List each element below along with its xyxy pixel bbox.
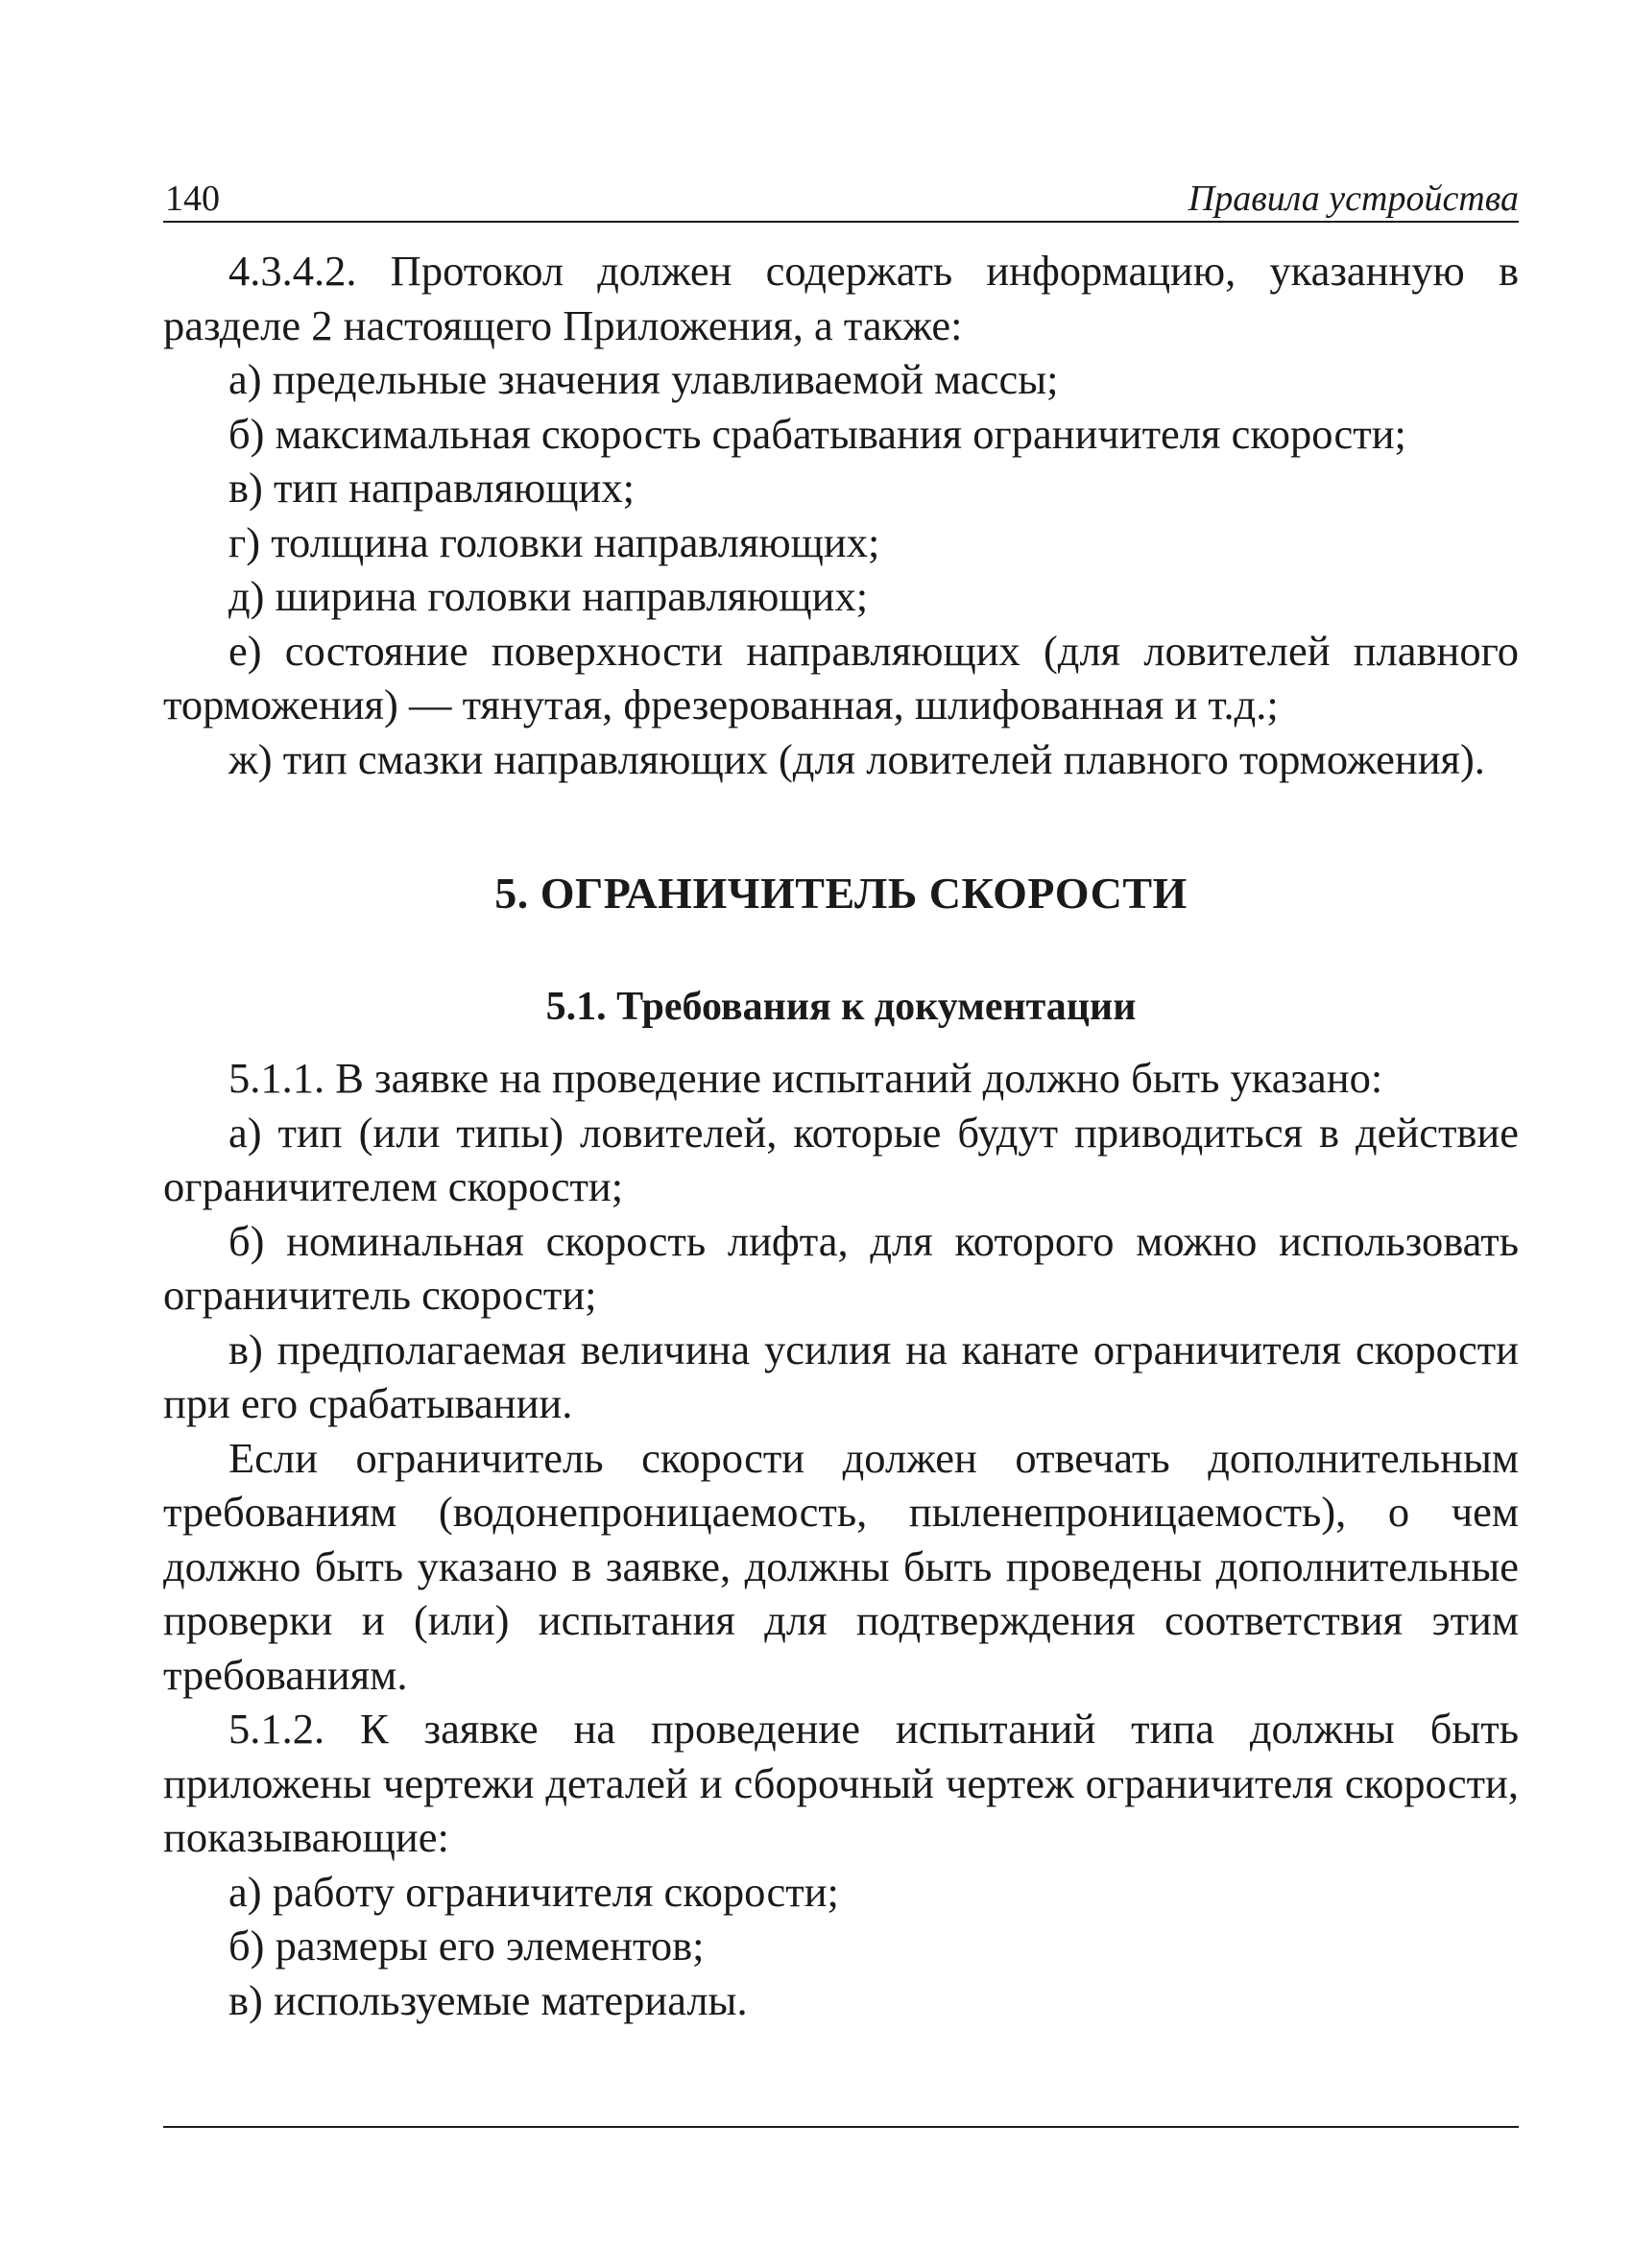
list-item: в) тип направляющих; xyxy=(228,464,635,512)
paragraph-4-3-4-2: 4.3.4.2. Протокол должен содержать информацию, указанную в разделе 2 настоящего Приложения, а также: xyxy=(163,247,1519,349)
paragraph-5-1-1: 5.1.1. В заявке на проведение испытаний должно быть указано: xyxy=(228,1054,1383,1102)
page-number: 140 xyxy=(165,179,220,219)
list-item: а) работу ограничителя скорости; xyxy=(228,1867,839,1916)
paragraph-additional-requirements: Если ограничитель скорости должен отвечать дополнительным требованиям (водонепроницаемость, пыленепроницаемость), о чем должно быть указано в заявке, должны быть проведены дополнительные проверки и (или) испытания для подтверждения соответствия этим требованиям. xyxy=(163,1433,1519,1699)
body-text xyxy=(163,244,1519,2027)
list-item: а) тип (или типы) ловителей, которые будут приводиться в действие ограничителем скорости; xyxy=(163,1108,1519,1210)
paragraph-5-1-2: 5.1.2. К заявке на проведение испытаний типа должны быть приложены чертежи деталей и сборочный чертеж ограничителя скорости, показывающие: xyxy=(163,1705,1519,1861)
subsection-title: 5.1. Требования к документации xyxy=(545,985,1137,1029)
list-item: г) толщина головки направляющих; xyxy=(228,517,880,566)
section-title: 5. ОГРАНИЧИТЕЛЬ СКОРОСТИ xyxy=(494,869,1188,918)
list-item: б) максимальная скорость срабатывания ограничителя скорости; xyxy=(228,409,1406,458)
list-item: е) состояние поверхности направляющих (для ловителей плавного торможения) — тянутая, фрезерованная, шлифованная и т.д.; xyxy=(163,626,1519,728)
list-item: д) ширина головки направляющих; xyxy=(228,572,869,620)
list-item: ж) тип смазки направляющих (для ловителей плавного торможения). xyxy=(228,734,1485,783)
list-item: б) номинальная скорость лифта, для которого можно использовать ограничитель скорости; xyxy=(163,1216,1519,1319)
page-header xyxy=(163,171,1519,223)
list-item: а) предельные значения улавливаемой массы; xyxy=(228,355,1059,403)
list-item: в) используемые материалы. xyxy=(228,1975,748,2024)
list-item: б) размеры его элементов; xyxy=(228,1922,705,1970)
footer-rule xyxy=(163,2126,1519,2128)
list-item: в) предполагаемая величина усилия на канате ограничителя скорости при его срабатывании. xyxy=(163,1325,1519,1427)
running-title: Правила устройства xyxy=(1188,179,1519,219)
